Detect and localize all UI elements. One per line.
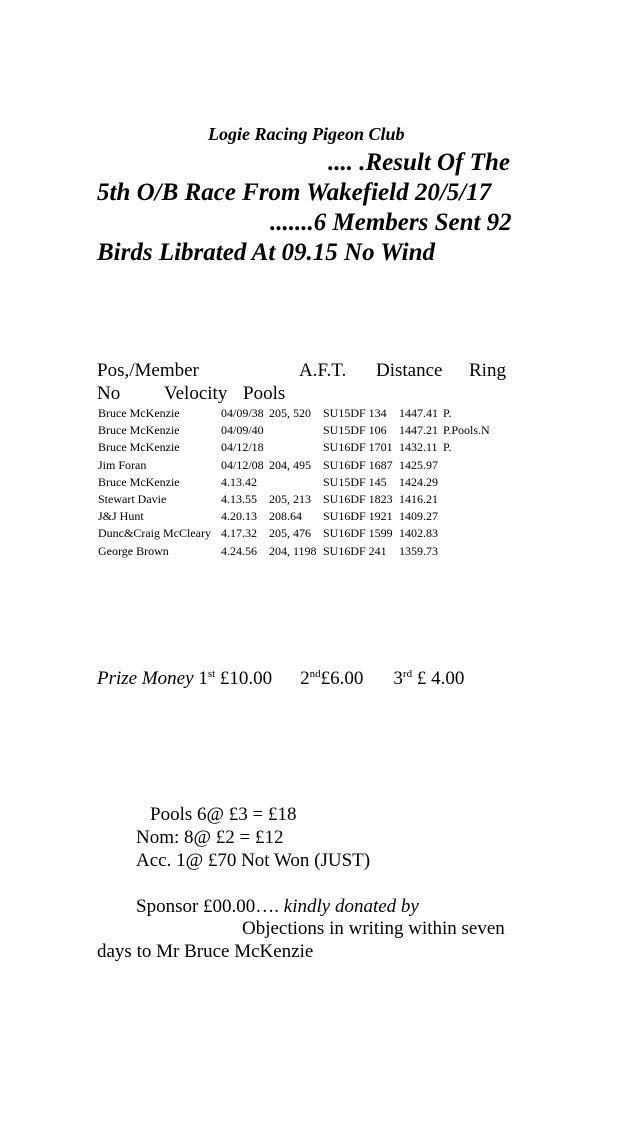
col-velocity: Velocity <box>164 383 228 404</box>
cell-member: Bruce McKenzie <box>98 423 180 438</box>
objections-line-2: days to Mr Bruce McKenzie <box>97 941 314 962</box>
cell-member: Jim Foran <box>98 457 147 472</box>
acc-line: Acc. 1@ £70 Not Won (JUST) <box>136 850 371 871</box>
cell-ring: SU16DF 1823 <box>323 491 393 506</box>
cell-ring: SU16DF 1921 <box>323 509 393 524</box>
club-name: Logie Racing Pigeon Club <box>208 124 405 144</box>
cell-member: Stewart Davie <box>98 491 167 506</box>
cell-member: Bruce McKenzie <box>98 474 180 489</box>
cell-ring: SU16DF 241 <box>323 543 387 558</box>
cell-pools: 204, 1198 <box>269 543 317 558</box>
cell-velocity: 1402.83 <box>399 526 438 541</box>
cell-velocity: 1447.41 <box>399 406 438 420</box>
cell-velocity: 1424.29 <box>399 474 438 489</box>
prize-third: 3rd £ 4.00 <box>393 668 465 689</box>
cell-velocity: 1425.97 <box>399 457 438 472</box>
cell-pools: 205, 520 <box>269 406 311 420</box>
pools-line: Pools 6@ £3 = £18 <box>150 804 297 825</box>
col-distance: Distance <box>376 360 443 381</box>
col-pos-member: Pos,/Member <box>97 360 199 381</box>
sponsor-line: Sponsor £00.00…. kindly donated by <box>136 896 419 917</box>
cell-ring: SU15DF 106 <box>323 423 387 438</box>
prize-first: 1st £10.00 <box>198 668 273 689</box>
cell-velocity: 1359.73 <box>399 543 438 558</box>
cell-aft: 4.24.56 <box>221 543 257 558</box>
headline-line-1: .... .Result Of The <box>328 149 510 176</box>
cell-ring: SU15DF 145 <box>323 474 387 489</box>
prize-second: 2nd£6.00 <box>300 668 364 689</box>
prize-label: Prize Money <box>97 668 194 689</box>
headline-line-2: 5th O/B Race From Wakefield 20/5/17 <box>97 179 492 206</box>
cell-aft: 4.20.13 <box>221 509 257 524</box>
cell-member: Dunc&Craig McCleary <box>98 526 211 541</box>
cell-aft: 4.17.32 <box>221 526 257 541</box>
cell-pools: 208.64 <box>269 509 302 524</box>
cell-aft: 04/12/08 <box>221 457 264 472</box>
cell-aft: 4.13.55 <box>221 491 257 506</box>
nom-line: Nom: 8@ £2 = £12 <box>136 827 284 848</box>
cell-ring: SU16DF 1701 <box>323 440 393 455</box>
cell-pools: 205, 476 <box>269 526 311 541</box>
cell-pools: 204, 495 <box>269 457 311 472</box>
prize-money <box>97 668 464 690</box>
cell-aft: 04/09/40 <box>221 423 264 438</box>
cell-velocity: 1447.21 <box>399 423 438 438</box>
cell-velocity: 1432.11 <box>399 440 438 455</box>
cell-flags: P. <box>443 440 452 455</box>
cell-flags: P.Pools.N <box>443 423 490 438</box>
cell-member: George Brown <box>98 543 169 558</box>
cell-ring: SU16DF 1599 <box>323 526 393 541</box>
cell-member: J&J Hunt <box>98 509 144 524</box>
col-no: No <box>97 383 121 404</box>
cell-velocity: 1416.21 <box>399 491 438 506</box>
col-ring: Ring <box>469 360 506 381</box>
col-aft: A.F.T. <box>299 360 347 381</box>
headline-line-3: .......6 Members Sent 92 <box>270 209 512 236</box>
cell-aft: 4.13.42 <box>221 474 257 489</box>
cell-aft: 04/12/18 <box>221 440 264 455</box>
objections-line-1: Objections in writing within seven <box>242 918 505 939</box>
headline-line-4: Birds Librated At 09.15 No Wind <box>97 239 436 266</box>
cell-aft: 04/09/38 <box>221 406 264 420</box>
cell-pools: 205, 213 <box>269 491 311 506</box>
cell-member: Bruce McKenzie <box>98 440 180 455</box>
cell-ring: SU15DF 134 <box>323 406 387 420</box>
cell-member: Bruce McKenzie <box>98 406 180 420</box>
col-pools: Pools <box>243 383 286 404</box>
cell-flags: P. <box>443 406 452 420</box>
cell-ring: SU16DF 1687 <box>323 457 393 472</box>
cell-velocity: 1409.27 <box>399 509 438 524</box>
